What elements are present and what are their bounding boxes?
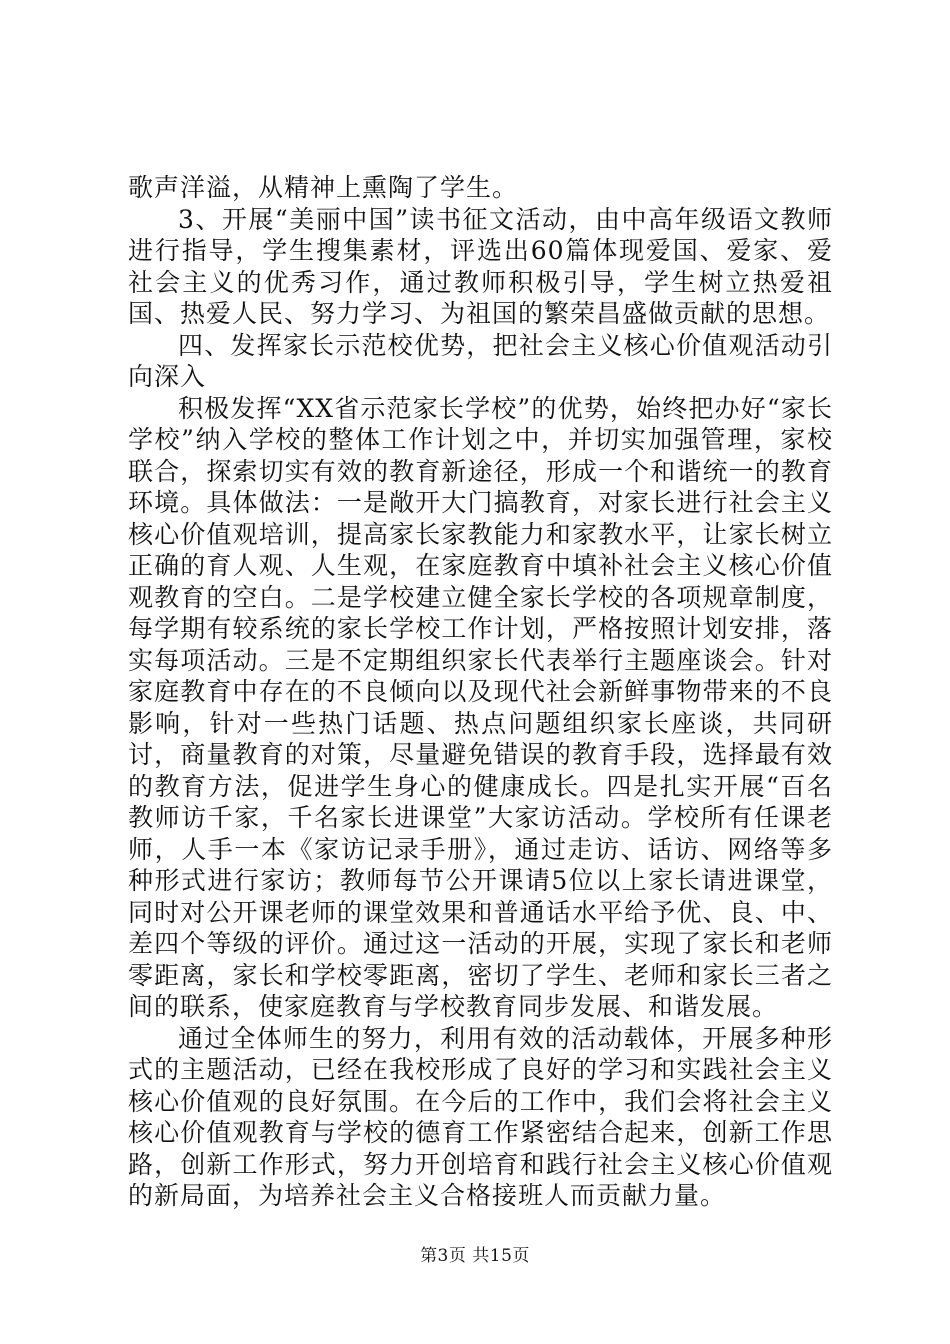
page-number-footer: 第3页 共15页 xyxy=(420,1246,530,1266)
section-heading-parent-school: 四、发挥家长示范校优势，把社会主义核心价值观活动引向深入 xyxy=(128,330,833,391)
paragraph-continuation: 歌声洋溢，从精神上熏陶了学生。 xyxy=(128,173,519,202)
paragraph-conclusion: 通过全体师生的努力，利用有效的活动载体，开展多种形式的主题活动，已经在我校形成了良好的学习和实践社会主义核心价值观的良好氛围。在今后的工作中，我们会将社会主义核心价值观教育与学校的德育工作紧密结合起来，创新工作思路，创新工作形式，努力开创培育和践行社会主义核心价值观的新局面，为培养社会主义合格接班人而贡献力量。 xyxy=(128,1023,833,1210)
document-body xyxy=(128,172,833,1212)
paragraph-reading-essay-activity: 3、开展“美丽中国”读书征文活动，由中高年级语文教师进行指导，学生搜集素材，评选出60篇体现爱国、爱家、爱社会主义的优秀习作，通过教师积极引导，学生树立热爱祖国、热爱人民、努力学习、为祖国的繁荣昌盛做贡献的思想。 xyxy=(128,204,833,328)
paragraph-parent-school-details: 积极发挥“XX省示范家长学校”的优势，始终把办好“家长学校”纳入学校的整体工作计划之中，并切实加强管理，家校联合，探索切实有效的教育新途径，形成一个和谐统一的教育环境。具体做法：一是敞开大门搞教育，对家长进行社会主义核心价值观培训，提高家长家教能力和家教水平，让家长树立正确的育人观、人生观，在家庭教育中填补社会主义核心价值观教育的空白。二是学校建立健全家长学校的各项规章制度，每学期有较系统的家长学校工作计划，严格按照计划安排，落实每项活动。三是不定期组织家长代表举行主题座谈会。针对家庭教育中存在的不良倾向以及现代社会新鲜事物带来的不良影响，针对一些热门话题、热点问题组织家长座谈，共同研讨，商量教育的对策，尽量避免错误的教育手段，选择最有效的教育方法，促进学生身心的健康成长。四是扎实开展“百名教师访千家，千名家长进课堂”大家访活动。学校所有任课老师，人手一本《家访记录手册》，通过走访、话访、网络等多种形式进行家访；教师每节公开课请5位以上家长请进课堂，同时对公开课老师的课堂效果和普通话水平给予优、良、中、差四个等级的评价。通过这一活动的开展，实现了家长和老师零距离，家长和学校零距离，密切了学生、老师和家长三者之间的联系，使家庭教育与学校教育同步发展、和谐发展。 xyxy=(128,393,833,1021)
